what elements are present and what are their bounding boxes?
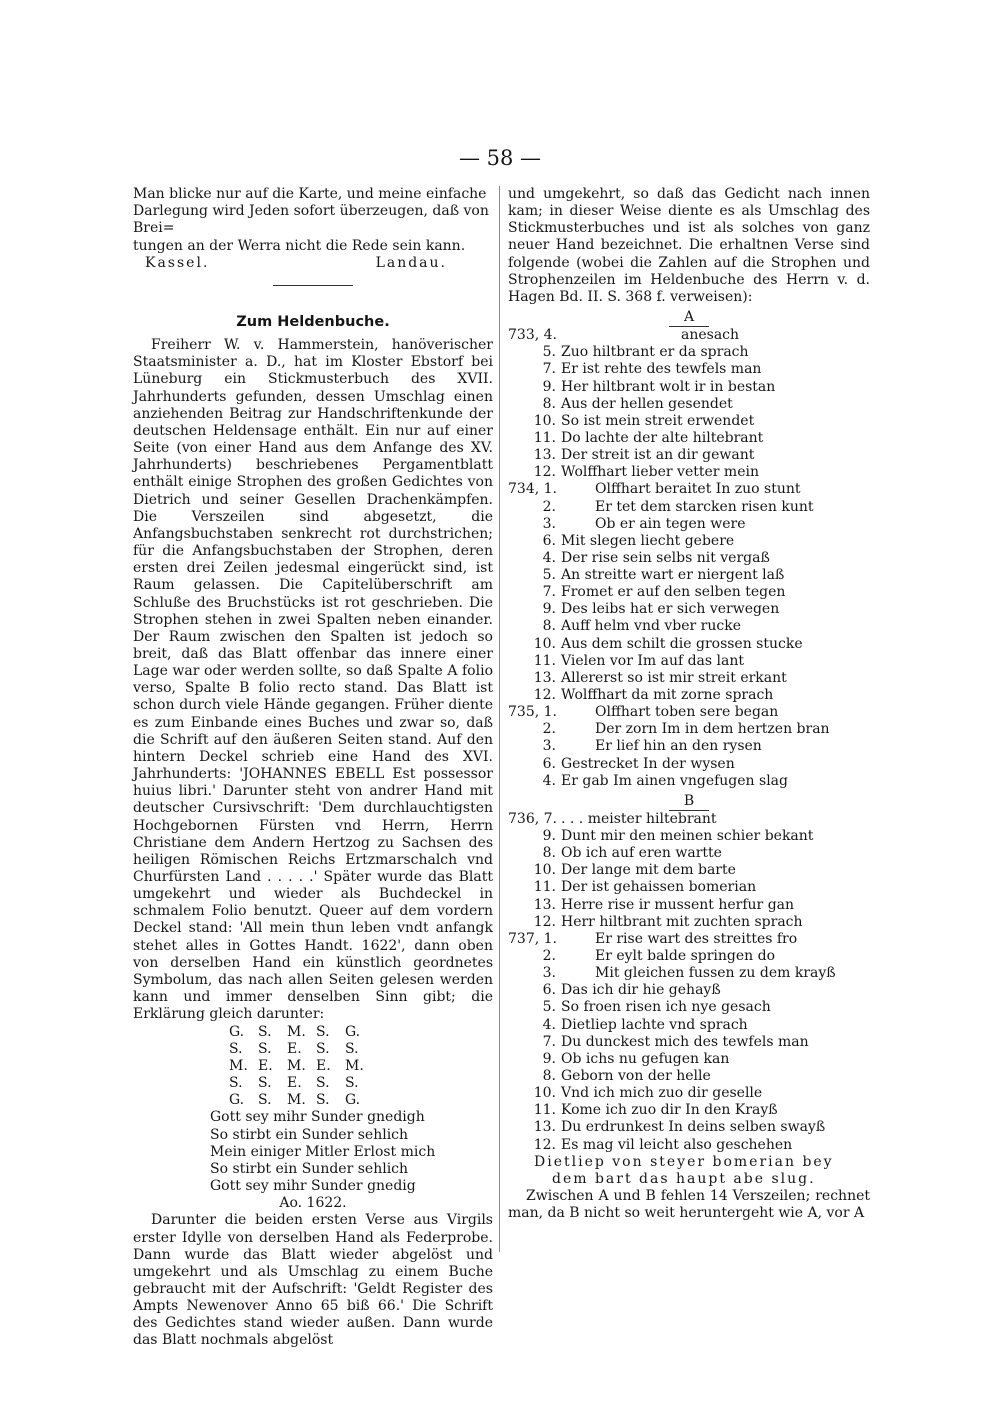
verse-number: 8. (542, 845, 556, 862)
symbol-letter: S. (316, 1092, 330, 1109)
symbol-letter: S. (345, 1075, 359, 1092)
verse-text: Ob ich auf eren wartte (561, 845, 722, 862)
verse-text: Ob er ain tegen were (595, 515, 746, 532)
symbol-letter: M. (345, 1058, 364, 1075)
verse-number: 2. (542, 721, 556, 738)
verse-number: 10. (533, 862, 556, 879)
verse-line (508, 533, 870, 550)
verse-number: 733, 4. (508, 327, 557, 344)
section-b-label: B (669, 792, 709, 811)
verse-number: 13. (533, 447, 556, 464)
verse-number: 5. (542, 567, 556, 584)
verse-line (508, 567, 870, 584)
verse-line (508, 464, 870, 481)
verse-line (508, 931, 870, 948)
verse-text: Vnd ich mich zuo dir geselle (561, 1085, 763, 1102)
caption-line: dem bart das haupt abe slug. (552, 1170, 816, 1187)
verse-line (508, 1051, 870, 1068)
verse-text: Wolffhart lieber vetter mein (561, 464, 759, 481)
verse-line (508, 845, 870, 862)
verse-line (508, 948, 870, 965)
verse-number: 12. (533, 1136, 556, 1153)
verse-text: Du erdrunkest In deins selben swayß (561, 1119, 826, 1136)
symbol-letter: G. (345, 1024, 361, 1041)
symbol-letter: M. (229, 1058, 248, 1075)
verse-text: Herre rise ir mussent herfur gan (561, 896, 795, 913)
verse-text: Des leibs hat er sich verwegen (561, 601, 780, 618)
verse-line (508, 773, 870, 790)
verse-line (508, 811, 870, 828)
verse-number: 10. (533, 635, 556, 652)
symbol-letter: G. (345, 1092, 361, 1109)
symbol-letter: S. (345, 1041, 359, 1058)
symbol-letter: S. (258, 1075, 272, 1092)
verse-number: 3. (542, 515, 556, 532)
symbol-letter: M. (287, 1024, 306, 1041)
verse-line (508, 1119, 870, 1136)
verse-number: 9. (542, 1050, 556, 1067)
verse-text: Mit gleichen fussen zu dem krayß (595, 965, 836, 982)
caption-line: Dietliep von steyer bomerian bey (534, 1153, 834, 1170)
verse-line (508, 361, 870, 378)
verse-line (508, 721, 870, 738)
verse-line (508, 344, 870, 361)
symbol-letter: E. (287, 1075, 302, 1092)
symbol-letter: S. (316, 1041, 330, 1058)
verse-line (508, 481, 870, 498)
verse-line (508, 1102, 870, 1119)
symbol-letter: E. (258, 1058, 273, 1075)
verse-number: 3. (542, 965, 556, 982)
verse-number: 11. (533, 652, 556, 669)
symbol-row (229, 1092, 493, 1109)
verse-text: Wolffhart da mit zorne sprach (561, 687, 774, 704)
symbol-grid (229, 1024, 493, 1109)
verse-line (508, 636, 870, 653)
verse-text: Kome ich zuo dir In den Krayß (561, 1102, 778, 1119)
verse-text: Der zorn Im in dem hertzen bran (595, 721, 830, 738)
verse-number: 13. (533, 896, 556, 913)
verse-number: 12. (533, 913, 556, 930)
verse-line (508, 1085, 870, 1102)
verse-number: 4. (542, 772, 556, 789)
verse-text: Zuo hiltbrant er da sprach (561, 344, 749, 361)
verse-line (508, 550, 870, 567)
symbol-row (229, 1041, 493, 1058)
verse-line (508, 447, 870, 464)
verse-number: 11. (533, 879, 556, 896)
poem-line: Gott sey mihr Sunder gnedig (210, 1178, 416, 1195)
page-number: — 58 — (458, 146, 542, 170)
verse-line (508, 914, 870, 931)
verse-text: Herr hiltbrant mit zuchten sprach (561, 913, 803, 930)
verse-line (508, 982, 870, 999)
body-paragraph: Freiherr W. v. Hammerstein, hanöverischer Staatsminister a. D., hat im Kloster Ebstorf bei Lüneburg ein Stickmusterbuch des XVII. Jahrhunderts gefunden, dessen Umschlag einen anziehenden Beitrag zur Handschriftenkunde der deutschen Heldensage enthält. Ein nur auf einer Seite (von einer Hand aus dem Anfange des XV. Jahrhunderts) beschriebenes Pergamentblatt enthält einige Strophen des großen Gedichtes von Dietrich und seiner Gesellen Drachenkämpfen. Die Verszeilen sind abgesetzt, die Anfangsbuchstaben senkrecht rot durchstrichen; für die Anfangsbuchstaben der Strophen, deren ersten drei Zeilen jedesmal eingerückt sind, ist Raum gelassen. Die Capitelüberschrift am Schluße des Bruchstücks ist rot geschrieben. Die Strophen stehen in zwei Spalten neben einander. Der Raum zwischen den Spalten ist jedoch so breit, daß das Blatt offenbar das innere einer Lage war oder werden sollte, so daß Spalte A folio verso, Spalte B folio recto stand. Das Blatt ist schon durch viele Hände gegangen. Früher diente es zum Einbande eines Buches und zwar so, daß die Schrift auf den äußeren Seiten stand. Auf den hintern Deckel schrieb eine Hand des XVI. Jahrhunderts: 'JOHANNES EBELL Est possessor huius libri.' Darunter steht von andrer Hand mit deutscher Cursivschrift: 'Dem durchlauchtigsten Hochgebornen Fürsten vnd Herrn, Herrn Christiane dem Andern Hertzog zu Sachsen des heiligen Römischen Reichs Ertzmarschalch vnd Churfürsten Land . . . . .' Später wurde das Blatt umgekehrt und wieder als Buchdeckel in schmalem Folio benutzt. Queer auf dem vordern Deckel stand: 'All mein thun leben vndt anfangk stehet alles in Gottes Handt. 1622', dann oben von derselben Hand ein künstlich geordnetes Symbolum, das nach allen Seiten gelesen werden kann und immer denselben Sinn gibt; die Erklärung gleich darunter: (133, 337, 493, 1023)
verse-number: 9. (542, 378, 556, 395)
verse-text: Olffhart beraitet In zuo stunt (595, 481, 801, 498)
verse-number: 11. (533, 1102, 556, 1119)
verse-text: An streitte wart er niergent laß (561, 567, 785, 584)
right-column (508, 186, 870, 1222)
verse-number: 12. (533, 687, 556, 704)
verse-text: Er rise wart des streittes fro (595, 930, 798, 947)
poem-line: Mein einiger Mitler Erlost mich (210, 1143, 436, 1160)
verse-text: Mit slegen liecht gebere (561, 532, 735, 549)
verse-line (508, 687, 870, 704)
verse-text: Ob ichs nu gefugen kan (561, 1050, 730, 1067)
signature-name: Landau. (375, 254, 447, 271)
verse-line (508, 828, 870, 845)
verse-text: So froen risen ich nye gesach (561, 999, 771, 1016)
symbol-row (229, 1075, 493, 1092)
verse-line (508, 738, 870, 755)
verse-line (508, 1137, 870, 1154)
verse-number: 734, 1. (508, 481, 557, 498)
section-divider (273, 285, 353, 286)
verse-number: 6. (542, 532, 556, 549)
verse-line (508, 516, 870, 533)
verse-number: 9. (542, 601, 556, 618)
verse-text: Aus dem schilt die grossen stucke (561, 635, 803, 652)
verse-number: 5. (542, 999, 556, 1016)
symbol-letter: S. (258, 1092, 272, 1109)
verse-number: 10. (533, 1085, 556, 1102)
verse-number: 5. (542, 344, 556, 361)
verse-line (508, 396, 870, 413)
intro-line: tungen an der Werra nicht die Rede sein kann. (133, 237, 466, 254)
symbol-letter: M. (287, 1058, 306, 1075)
verse-list-a (508, 327, 870, 790)
verse-number: 11. (533, 429, 556, 446)
verse-line (508, 413, 870, 430)
verse-line (508, 653, 870, 670)
verse-line (508, 430, 870, 447)
verse-line (508, 1068, 870, 1085)
verse-number: 8. (542, 1068, 556, 1084)
signature-line (133, 255, 493, 272)
poem-line: Gott sey mihr Sunder gnedigh (210, 1109, 425, 1126)
verse-line (508, 1017, 870, 1034)
verse-text: Er ist rehte des tewfels man (561, 361, 762, 378)
verse-line (508, 756, 870, 773)
verse-text: Vielen vor Im auf das lant (561, 652, 744, 669)
section-b-heading (508, 792, 870, 811)
article-heading: Zum Heldenbuche. (236, 314, 390, 331)
left-column (133, 186, 493, 1350)
verse-number: 7. (542, 361, 556, 378)
symbol-letter: S. (258, 1024, 272, 1041)
verse-number: 3. (542, 738, 556, 755)
verse-text: Der lange mit dem barte (561, 862, 736, 879)
section-a-label: A (669, 308, 709, 327)
verse-number: 7. (542, 1033, 556, 1050)
verse-number: 6. (542, 982, 556, 999)
signature-place: Kassel. (145, 254, 210, 271)
verse-text: So ist mein streit erwendet (561, 412, 755, 429)
body-paragraph: Zwischen A und B fehlen 14 Verszeilen; rechnet man, da B nicht so weit heruntergeht wie A, vor A (508, 1188, 870, 1222)
symbol-letter: E. (287, 1041, 302, 1058)
verse-number: 4. (542, 549, 556, 566)
verse-text: Olffhart toben sere began (595, 704, 779, 721)
poem (210, 1109, 493, 1195)
symbol-letter: S. (316, 1024, 330, 1041)
body-paragraph: und umgekehrt, so daß das Gedicht nach innen kam; in dieser Weise diente es als Umschlag des Stickmusterbuches und ist als solches von ganz neuer Hand bezeichnet. Die erhaltnen Verse sind folgende (wobei die Zahlen auf die Strophen und Strophenzeilen im Heldenbuche des Herrn v. d. Hagen Bd. II. S. 368 f. verweisen): (508, 186, 870, 305)
verse-number: 4. (542, 1016, 556, 1033)
verse-text: . . . meister hiltebrant (561, 810, 717, 827)
verse-text: anesach (681, 327, 740, 344)
column-divider (499, 186, 500, 1252)
symbol-row (229, 1058, 493, 1075)
verse-number: 735, 1. (508, 704, 557, 721)
verse-line (508, 618, 870, 635)
verse-number: 13. (533, 1119, 556, 1136)
verse-number: 12. (533, 464, 556, 481)
symbol-letter: S. (229, 1041, 243, 1058)
verse-text: Gestrecket In der wysen (561, 755, 735, 772)
symbol-letter: M. (287, 1092, 306, 1109)
verse-line (508, 965, 870, 982)
verse-number: 8. (542, 618, 556, 635)
verse-line (508, 584, 870, 601)
verse-text: Do lachte der alte hiltebrant (561, 429, 764, 446)
verse-text: Es mag vil leicht also geschehen (561, 1136, 793, 1153)
symbol-letter: S. (316, 1075, 330, 1092)
verse-text: Er eylt balde springen do (595, 948, 776, 965)
verse-text: Dietliep lachte vnd sprach (561, 1016, 748, 1033)
body-paragraph: Darunter die beiden ersten Verse aus Virgils erster Idylle von derselben Hand als Federprobe. Dann wurde das Blatt wieder abgelöst und umgekehrt und als Umschlag zu einem Buche gebraucht mit der Aufschrift: 'Geldt Register des Ampts Newenover Anno 65 biß 66.' Die Schrift des Gedichtes stand wieder außen. Dann wurde das Blatt nochmals abgelöst (133, 1212, 493, 1349)
verse-text: Fromet er auf den selben tegen (561, 584, 786, 601)
poem-line: So stirbt ein Sunder sehlich (210, 1126, 409, 1143)
verse-line (508, 670, 870, 687)
intro-line: Man blicke nur auf die Karte, und meine einfache (133, 186, 487, 202)
verse-number: 6. (542, 755, 556, 772)
section-a-heading (508, 308, 870, 327)
verse-text: Der ist gehaissen bomerian (561, 879, 757, 896)
verse-number: 7. (542, 584, 556, 601)
poem-date: Ao. 1622. (279, 1195, 347, 1212)
verse-text: Er lief hin an den rysen (595, 738, 762, 755)
verse-line (508, 862, 870, 879)
verse-list-b (508, 811, 870, 1154)
verse-line (508, 327, 870, 344)
intro-line: Darlegung wird Jeden sofort überzeugen, daß von Brei= (133, 203, 489, 237)
verse-line (508, 704, 870, 721)
verse-number: 10. (533, 412, 556, 429)
verse-text: Her hiltbrant wolt ir in bestan (561, 378, 776, 395)
intro-text (133, 186, 493, 255)
symbol-letter: E. (316, 1058, 331, 1075)
verse-text: Aus der hellen gesendet (561, 395, 733, 412)
symbol-letter: G. (229, 1092, 245, 1109)
verse-number: 736, 7. (508, 810, 557, 827)
symbol-letter: S. (258, 1041, 272, 1058)
verse-number: 2. (542, 498, 556, 515)
verse-line (508, 897, 870, 914)
verse-number: 8. (542, 395, 556, 412)
verse-line (508, 999, 870, 1016)
verse-text: Der streit ist an dir gewant (561, 447, 755, 464)
verse-line (508, 1034, 870, 1051)
verse-text: Der rise sein selbs nit vergaß (561, 549, 770, 566)
verse-line (508, 601, 870, 618)
verse-line (508, 879, 870, 896)
verse-text: Das ich dir hie gehayß (561, 982, 721, 999)
verse-text: Allererst so ist mir streit erkant (561, 669, 787, 686)
symbol-row (229, 1024, 493, 1041)
verse-text: Du dunckest mich des tewfels man (561, 1033, 809, 1050)
verse-text: Er tet dem starcken risen kunt (595, 498, 814, 515)
verse-text: Geborn von der helle (561, 1068, 711, 1084)
verse-line (508, 499, 870, 516)
verse-text: Dunt mir den meinen schier bekant (561, 828, 814, 845)
verse-text: Auff helm vnd vber rucke (561, 618, 741, 635)
verse-text: Er gab Im ainen vngefugen slag (561, 772, 788, 789)
verse-number: 737, 1. (508, 930, 557, 947)
poem-line: So stirbt ein Sunder sehlich (210, 1160, 409, 1177)
verse-number: 9. (542, 828, 556, 845)
verse-line (508, 379, 870, 396)
verse-number: 2. (542, 948, 556, 965)
verse-number: 13. (533, 669, 556, 686)
symbol-letter: G. (229, 1024, 245, 1041)
symbol-letter: S. (229, 1075, 243, 1092)
